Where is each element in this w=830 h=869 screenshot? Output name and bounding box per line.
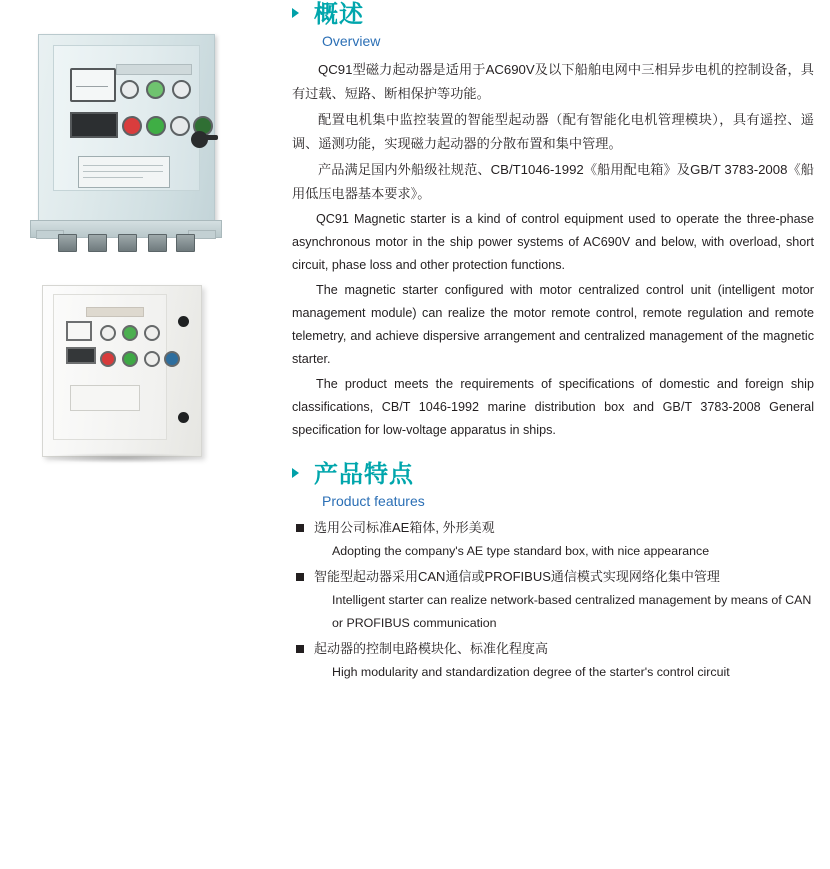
square-bullet-icon [296, 573, 304, 581]
square-bullet-icon [296, 524, 304, 532]
indicator-lamp-icon [120, 80, 139, 99]
overview-paragraph-cn: 产品满足国内外船级社规范、CB/T1046-1992《船用配电箱》及GB/T 3783-2008《船用低压电器基本要求》。 [292, 162, 814, 201]
cable-gland-icon [118, 234, 137, 252]
digital-display-icon [66, 347, 96, 364]
indicator-lamp-icon [100, 325, 116, 341]
cable-glands-row [58, 234, 193, 252]
square-bullet-icon [296, 645, 304, 653]
reset-button-icon [144, 351, 160, 367]
overview-title-en: Overview [322, 33, 381, 49]
features-list [292, 516, 814, 684]
feature-label-en: High modularity and standardization degree of the starter's control circuit [332, 665, 730, 679]
overview-paragraph-cn: QC91型磁力起动器是适用于AC690V及以下船舶电网中三相异步电机的控制设备，具有过载、短路、断相保护等功能。 [292, 62, 814, 101]
features-title-cn: 产品特点 [314, 461, 414, 488]
start-button-green-icon [146, 116, 166, 136]
indicator-lamp-icon [144, 325, 160, 341]
content-column [292, 0, 814, 869]
triangle-right-icon [292, 8, 299, 18]
list-item [292, 637, 814, 684]
rating-label [70, 385, 140, 411]
feature-text-cn [292, 565, 814, 589]
nameplate-strip [116, 64, 192, 75]
feature-label-cn: 智能型起动器采用CAN通信或PROFIBUS通信模式实现网络化集中管理 [314, 569, 720, 584]
list-item [292, 516, 814, 563]
overview-paragraph-cn: 配置电机集中监控装置的智能型起动器（配有智能化电机管理模块），具有遥控、遥调、遥测功能，实现磁力起动器的分散布置和集中管理。 [292, 112, 814, 151]
overview-paragraph-en: The magnetic starter configured with motor centralized control unit (intelligent motor management module) can realize the motor remote control, remote regulation and remote telemetry, and achieve dispersive arrangement and centralized management of the magnetic starter. [292, 283, 814, 366]
product-photo-white-starter-box [36, 285, 211, 485]
label-line [83, 177, 143, 178]
meter-display-icon [66, 321, 92, 341]
ammeter-gauge-icon [70, 68, 116, 102]
features-section-header [292, 460, 814, 510]
features-title-en: Product features [322, 493, 425, 509]
feature-label-en: Intelligent starter can realize network-based centralized management by means of CAN or PROFIBUS communication [332, 593, 812, 630]
triangle-right-icon [292, 468, 299, 478]
indicator-lamp-green-icon [146, 80, 165, 99]
nameplate-strip [86, 307, 144, 317]
label-line [83, 165, 163, 166]
feature-label-cn: 起动器的控制电路模块化、标准化程度高 [314, 641, 549, 656]
product-images-column [0, 0, 280, 869]
enclosure-door-panel [53, 294, 167, 440]
selector-button-icon [164, 351, 180, 367]
stop-button-red-icon [122, 116, 142, 136]
cable-gland-icon [58, 234, 77, 252]
rating-label [78, 156, 170, 188]
overview-body [292, 58, 814, 442]
list-item [292, 565, 814, 635]
indicator-lamp-green-icon [122, 325, 138, 341]
photo-shadow [40, 453, 205, 463]
feature-label-en: Adopting the company's AE type standard box, with nice appearance [332, 544, 710, 558]
cable-gland-icon [148, 234, 167, 252]
enclosure-body [42, 285, 202, 457]
door-handle-icon [191, 131, 208, 148]
overview-paragraph-en: QC91 Magnetic starter is a kind of control equipment used to operate the three-phase asynchronous motor in the ship power systems of AC690V and below, with overload, short circuit, phase loss and other protection functions. [292, 212, 814, 272]
overview-paragraph-en: The product meets the requirements of specifications of domestic and foreign ship classifications, CB/T 1046-1992 marine distribution box and GB/T 3783-2008 General specification for low-voltage apparatus in ships. [292, 377, 814, 437]
overview-section-header [292, 0, 814, 50]
label-line [83, 171, 163, 172]
cable-gland-icon [176, 234, 195, 252]
feature-text-cn [292, 516, 814, 540]
enclosure-body [38, 34, 215, 228]
stop-button-red-icon [100, 351, 116, 367]
start-button-green-icon [122, 351, 138, 367]
indicator-lamp-icon [172, 80, 191, 99]
product-photo-blue-starter-box [30, 34, 220, 249]
feature-label-cn: 选用公司标准AE箱体, 外形美观 [314, 520, 495, 535]
digital-display-icon [70, 112, 118, 138]
door-latch-icon [178, 412, 189, 423]
overview-title-cn: 概述 [314, 1, 364, 28]
door-latch-icon [178, 316, 189, 327]
feature-text-cn [292, 637, 814, 661]
enclosure-door-panel [53, 45, 200, 191]
reset-button-icon [170, 116, 190, 136]
cable-gland-icon [88, 234, 107, 252]
